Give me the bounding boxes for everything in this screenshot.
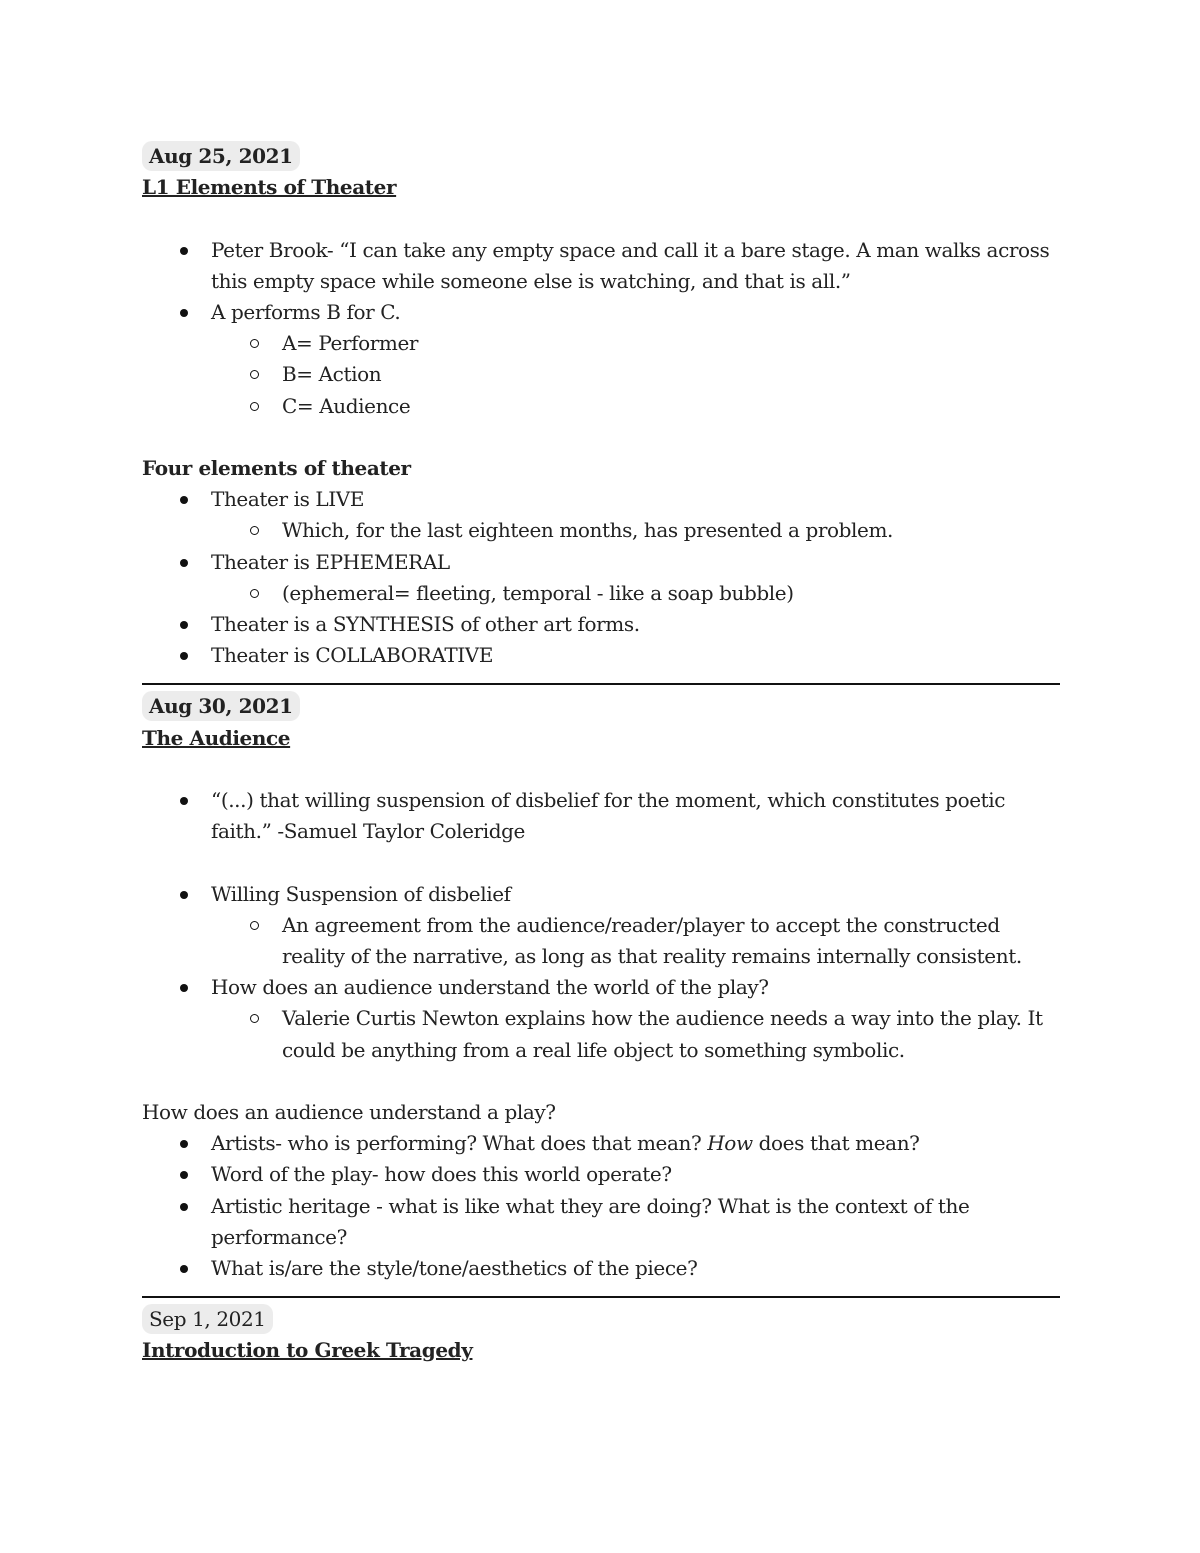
bullet-list: [142, 879, 1060, 1066]
sub-list-item: B= Action: [142, 359, 1060, 390]
section-title: Introduction to Greek Tragedy: [142, 1338, 473, 1363]
question-line: How does an audience understand a play?: [142, 1100, 556, 1125]
bullet-list: [142, 785, 1060, 847]
sub-list-item: C= Audience: [142, 391, 1060, 422]
list-item: Theater is EPHEMERAL: [142, 547, 1060, 578]
date-row: [142, 691, 1060, 722]
italic-how: How: [707, 1131, 753, 1156]
bullet-list: [142, 235, 1060, 422]
date-chip[interactable]: Aug 30, 2021: [142, 691, 300, 721]
date-row: [142, 1304, 1060, 1335]
date-row: [142, 141, 1060, 172]
horizontal-rule: [142, 683, 1060, 685]
section-title: L1 Elements of Theater: [142, 175, 397, 200]
document-content: [142, 141, 1060, 1367]
quote-item: “(...) that willing suspension of disbelief for the moment, which constitutes poetic faith.” -Samuel Taylor Coleridge: [142, 785, 1060, 847]
section-title: The Audience: [142, 725, 291, 750]
horizontal-rule: [142, 1296, 1060, 1298]
sub-list-item: An agreement from the audience/reader/player to accept the constructed reality of the narrative, as long as that reality remains internally consistent.: [142, 910, 1060, 972]
sub-list-item: Valerie Curtis Newton explains how the audience needs a way into the play. It could be anything from a real life object to something symbolic.: [142, 1003, 1060, 1065]
list-item: How does an audience understand the world of the play?: [142, 972, 1060, 1003]
sub-list-item: Which, for the last eighteen months, has presented a problem.: [142, 515, 1060, 546]
date-chip[interactable]: Aug 25, 2021: [142, 141, 300, 171]
list-item: Theater is a SYNTHESIS of other art forms.: [142, 609, 1060, 640]
list-item: Artistic heritage - what is like what they are doing? What is the context of the performance?: [142, 1191, 1060, 1253]
bullet-list: [142, 484, 1060, 671]
list-item: What is/are the style/tone/aesthetics of the piece?: [142, 1253, 1060, 1284]
list-item: [142, 1128, 1060, 1159]
list-item: Word of the play- how does this world operate?: [142, 1159, 1060, 1190]
list-item: Peter Brook- “I can take any empty space and call it a bare stage. A man walks across this empty space while someone else is watching, and that is all.”: [142, 235, 1060, 297]
list-item: Theater is LIVE: [142, 484, 1060, 515]
bullet-list: [142, 1128, 1060, 1284]
date-chip[interactable]: Sep 1, 2021: [142, 1304, 273, 1334]
list-item: Theater is COLLABORATIVE: [142, 640, 1060, 671]
list-item: A performs B for C.: [142, 297, 1060, 328]
sub-list-item: A= Performer: [142, 328, 1060, 359]
artists-text: Artists- who is performing? What does that mean?: [211, 1131, 702, 1156]
list-item: Willing Suspension of disbelief: [142, 879, 1060, 910]
subheading: Four elements of theater: [142, 456, 411, 480]
sub-list-item: (ephemeral= fleeting, temporal - like a soap bubble): [142, 578, 1060, 609]
artists-text-end: does that mean?: [758, 1131, 920, 1156]
